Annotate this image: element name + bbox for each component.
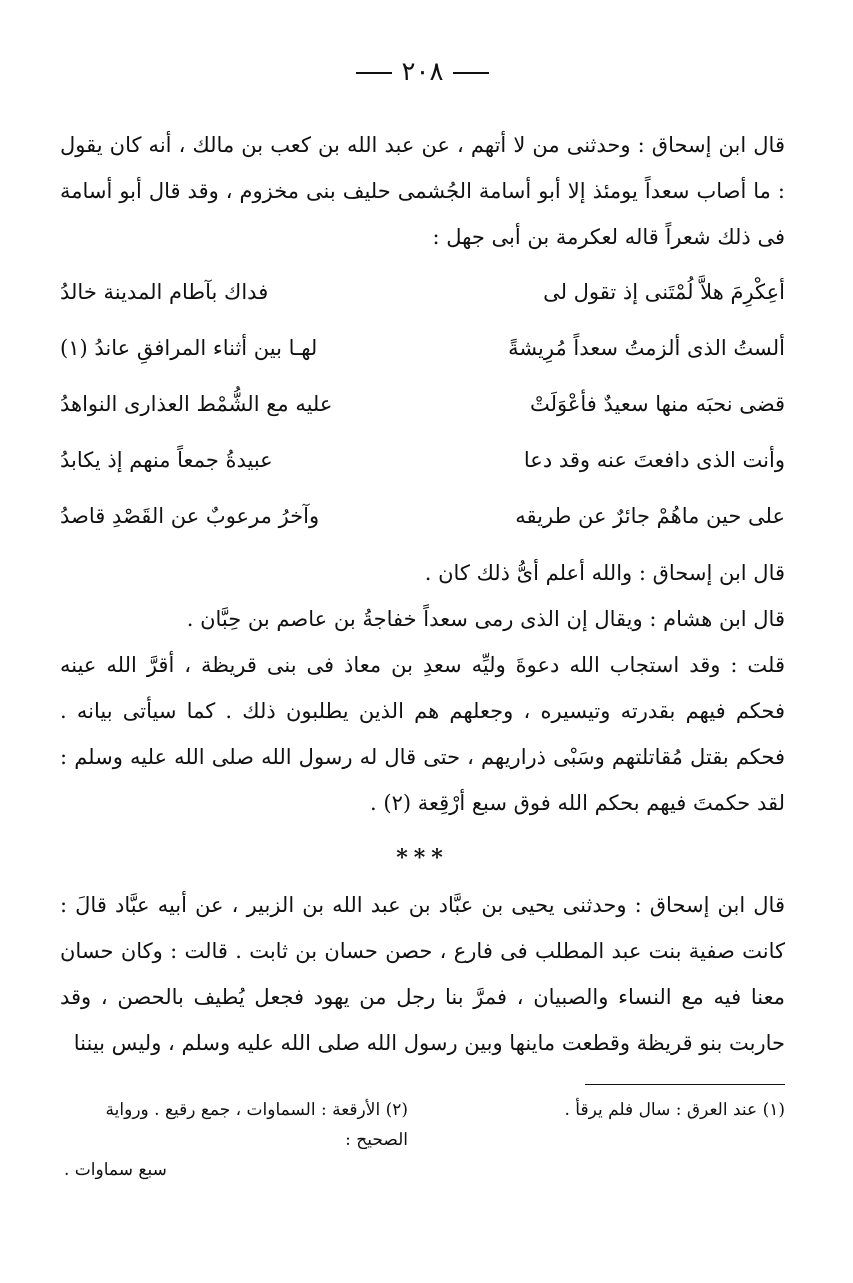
paragraph-safiyya-story: قال ابن إسحاق : وحدثنى يحيى بن عبَّاد بن عبد الله بن الزبير ، عن أبيه عبَّاد قالَ : كانت صفية بنت عبد المطلب فى فارع ، حصن حسان بن ثابت . قالت : وكان حسان معنا فيه مع النساء والصبيان ، فمرَّ بنا رجل من يهود فجعل يُطيف بالحصن ، وقد حاربت بنو قريظة وقطعت ماينها وبين رسول الله صلى الله عليه وسلم ، وليس بيننا [60, 893, 785, 1055]
verse-second-hemistich: وآخرُ مرعوبٌ عن القَصْدِ قاصدُ [60, 504, 320, 528]
verse-first-hemistich: وأنت الذى دافعتَ عنه وقد دعا [523, 448, 785, 472]
section-separator: *** [396, 845, 449, 871]
paragraph-ibn-ishaq-note: قال ابن إسحاق : والله أعلم أىُّ ذلك كان . [424, 561, 785, 585]
page-number [60, 52, 785, 92]
verse-second-hemistich: عليه مع الشُّمْط العذارى النواهدُ [60, 392, 333, 416]
poem-verse [60, 264, 785, 320]
paragraph-author-comment: قلت : وقد استجاب الله دعوةَ وليِّه سعدِ بن معاذ فى بنى قريظة ، أقرَّ الله عينه فحكم فيهم بقدرته وتيسيره ، وجعلهم هم الذين يطلبون ذلك . كما سيأتى بيانه . فحكم بقتل مُقاتلتهم وسَبْى ذراريهم ، حتى قال له رسول الله صلى الله عليه وسلم : لقد حكمتَ فيهم بحكم الله فوق سبع أرْقِعة (٢) . [60, 653, 785, 815]
footnote-1: (١) عند العرق : سال فلم يرقأ . [564, 1100, 785, 1120]
footnote-2-continuation: سبع سماوات . [64, 1160, 167, 1180]
verse-first-hemistich: قضى نحبَه منها سعيدٌ فأعْوَلَتْ [529, 392, 785, 416]
paragraph-intro: قال ابن إسحاق : وحدثنى من لا أتهم ، عن عبد الله بن كعب بن مالك ، أنه كان يقول : ما أصاب سعداً يومئذ إلا أبو أسامة الجُشمى حليف بنى مخزوم ، وقد قال أبو أسامة فى ذلك شعراً قاله لعكرمة بن أبى جهل : [60, 133, 785, 249]
poem-verse [60, 488, 785, 544]
page-number-dash-left [356, 72, 392, 74]
verse-first-hemistich: أعِكْرِمَ هلاَّ لُمْتَنى إذ تقول لى [543, 280, 785, 304]
verse-first-hemistich: على حين ماهُمْ جائرٌ عن طريقه [515, 504, 785, 528]
verse-second-hemistich: عبيدةُ جمعاً منهم إذ يكابدُ [60, 448, 273, 472]
poem-verse [60, 432, 785, 488]
verse-first-hemistich: ألستُ الذى ألزمتُ سعداً مُرِيشةً [508, 336, 785, 360]
footnote-rule [585, 1084, 785, 1085]
poem [60, 264, 785, 544]
poem-verse [60, 376, 785, 432]
poem-verse [60, 320, 785, 376]
verse-second-hemistich: فداك بآطام المدينة خالدُ [60, 280, 269, 304]
page-number-dash-right [453, 72, 489, 74]
paragraph-ibn-hisham: قال ابن هشام : ويقال إن الذى رمى سعداً خفاجةُ بن عاصم بن حِبَّان . [186, 607, 785, 631]
page-number-text: ٢٠٨ [401, 57, 444, 87]
footnotes [60, 1095, 785, 1155]
verse-second-hemistich: لهـا بين أثناء المرافقِ عاندُ (١) [60, 336, 318, 360]
footnote-2: (٢) الأرقعة : السماوات ، جمع رقيع . ورواية الصحيح : [105, 1100, 408, 1150]
